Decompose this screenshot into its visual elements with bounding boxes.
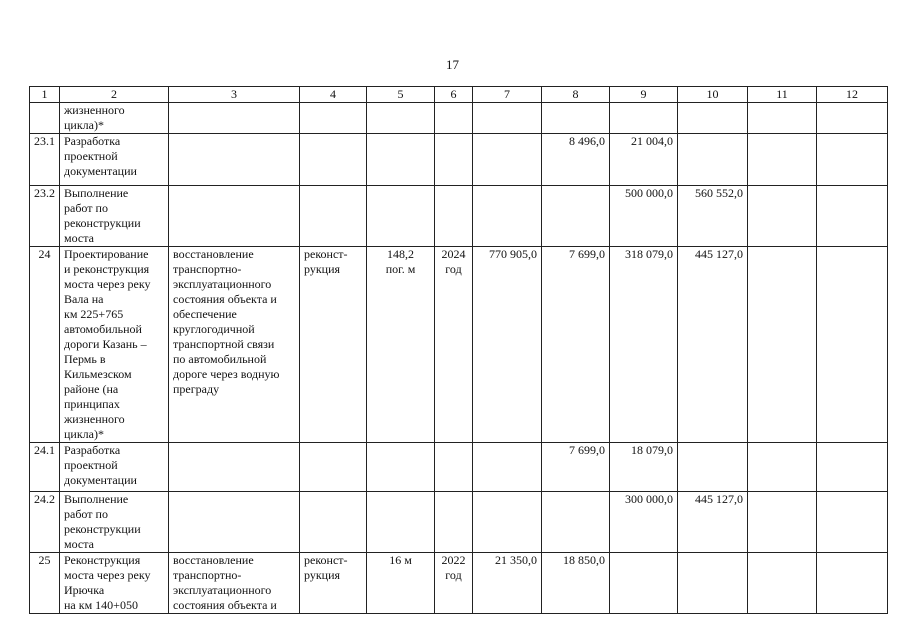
year-2022-cell: 500 000,0 [610,186,678,247]
year-2024-cell [748,553,817,614]
work-type-cell [300,134,367,186]
year-2024-cell [748,134,817,186]
column-header: 1 [30,87,60,103]
item-name-cell: Разработка проектной документации [60,134,169,186]
column-header: 5 [367,87,435,103]
column-header: 9 [610,87,678,103]
year-2025-cell [817,443,888,492]
budget-table [29,86,888,614]
purpose-cell [169,492,300,553]
capacity-cell [367,443,435,492]
total-cost-cell [473,103,542,134]
total-cost-cell [473,186,542,247]
year-cell [435,443,473,492]
year-cell [435,492,473,553]
year-2022-cell: 18 079,0 [610,443,678,492]
column-header: 7 [473,87,542,103]
item-name-cell: Разработка проектной документации [60,443,169,492]
year-2025-cell [817,492,888,553]
item-name-cell: Выполнение работ по реконструкции моста [60,186,169,247]
purpose-cell [169,134,300,186]
column-header: 12 [817,87,888,103]
year-2022-cell: 300 000,0 [610,492,678,553]
year-2021-cell: 18 850,0 [542,553,610,614]
year-2023-cell [678,134,748,186]
item-name-cell: Проектирование и реконструкция моста через реку Вала на км 225+765 автомобильной дороги Казань – Пермь в Кильмезском районе (на принципах жизненного цикла)* [60,247,169,443]
column-header: 8 [542,87,610,103]
year-2021-cell [542,103,610,134]
item-name-cell: Выполнение работ по реконструкции моста [60,492,169,553]
purpose-cell [169,103,300,134]
row-number-cell [30,103,60,134]
total-cost-cell: 21 350,0 [473,553,542,614]
year-2023-cell: 445 127,0 [678,247,748,443]
year-cell [435,103,473,134]
table-row [30,492,888,553]
column-header: 10 [678,87,748,103]
row-number-cell: 25 [30,553,60,614]
table-row [30,103,888,134]
year-2024-cell [748,103,817,134]
capacity-cell [367,103,435,134]
year-2025-cell [817,103,888,134]
total-cost-cell: 770 905,0 [473,247,542,443]
row-number-cell: 24 [30,247,60,443]
total-cost-cell [473,492,542,553]
year-2025-cell [817,247,888,443]
column-header: 6 [435,87,473,103]
capacity-cell [367,492,435,553]
year-2025-cell [817,553,888,614]
purpose-cell: восстановление транспортно- эксплуатационного состояния объекта и [169,553,300,614]
year-2021-cell [542,186,610,247]
table-row [30,553,888,614]
total-cost-cell [473,134,542,186]
year-2024-cell [748,443,817,492]
year-2021-cell: 8 496,0 [542,134,610,186]
table-row [30,186,888,247]
year-2022-cell [610,553,678,614]
year-2021-cell: 7 699,0 [542,443,610,492]
year-2021-cell: 7 699,0 [542,247,610,443]
capacity-cell: 16 м [367,553,435,614]
year-cell: 2022 год [435,553,473,614]
row-number-cell: 23.2 [30,186,60,247]
column-header: 11 [748,87,817,103]
column-header: 3 [169,87,300,103]
capacity-cell [367,134,435,186]
work-type-cell: реконст- рукция [300,553,367,614]
year-2022-cell [610,103,678,134]
purpose-cell: восстановление транспортно- эксплуатационного состояния объекта и обеспечение круглогодичной транспортной связи по автомобильной дороге через водную преграду [169,247,300,443]
year-2023-cell: 445 127,0 [678,492,748,553]
year-cell: 2024 год [435,247,473,443]
year-2025-cell [817,186,888,247]
work-type-cell [300,492,367,553]
total-cost-cell [473,443,542,492]
work-type-cell [300,443,367,492]
page-number: 17 [446,57,459,72]
column-header: 2 [60,87,169,103]
year-2022-cell: 21 004,0 [610,134,678,186]
row-number-cell: 24.1 [30,443,60,492]
row-number-cell: 24.2 [30,492,60,553]
table-row [30,134,888,186]
year-cell [435,134,473,186]
work-type-cell: реконст- рукция [300,247,367,443]
year-2023-cell [678,553,748,614]
column-header: 4 [300,87,367,103]
table-row [30,247,888,443]
work-type-cell [300,103,367,134]
item-name-cell: Реконструкция моста через реку Ирючка на км 140+050 [60,553,169,614]
year-2024-cell [748,492,817,553]
purpose-cell [169,443,300,492]
year-cell [435,186,473,247]
work-type-cell [300,186,367,247]
year-2023-cell: 560 552,0 [678,186,748,247]
year-2021-cell [542,492,610,553]
table-header-row [30,87,888,103]
year-2023-cell [678,443,748,492]
purpose-cell [169,186,300,247]
item-name-cell: жизненного цикла)* [60,103,169,134]
year-2023-cell [678,103,748,134]
row-number-cell: 23.1 [30,134,60,186]
year-2024-cell [748,186,817,247]
table-row [30,443,888,492]
year-2022-cell: 318 079,0 [610,247,678,443]
capacity-cell: 148,2 пог. м [367,247,435,443]
year-2024-cell [748,247,817,443]
capacity-cell [367,186,435,247]
year-2025-cell [817,134,888,186]
